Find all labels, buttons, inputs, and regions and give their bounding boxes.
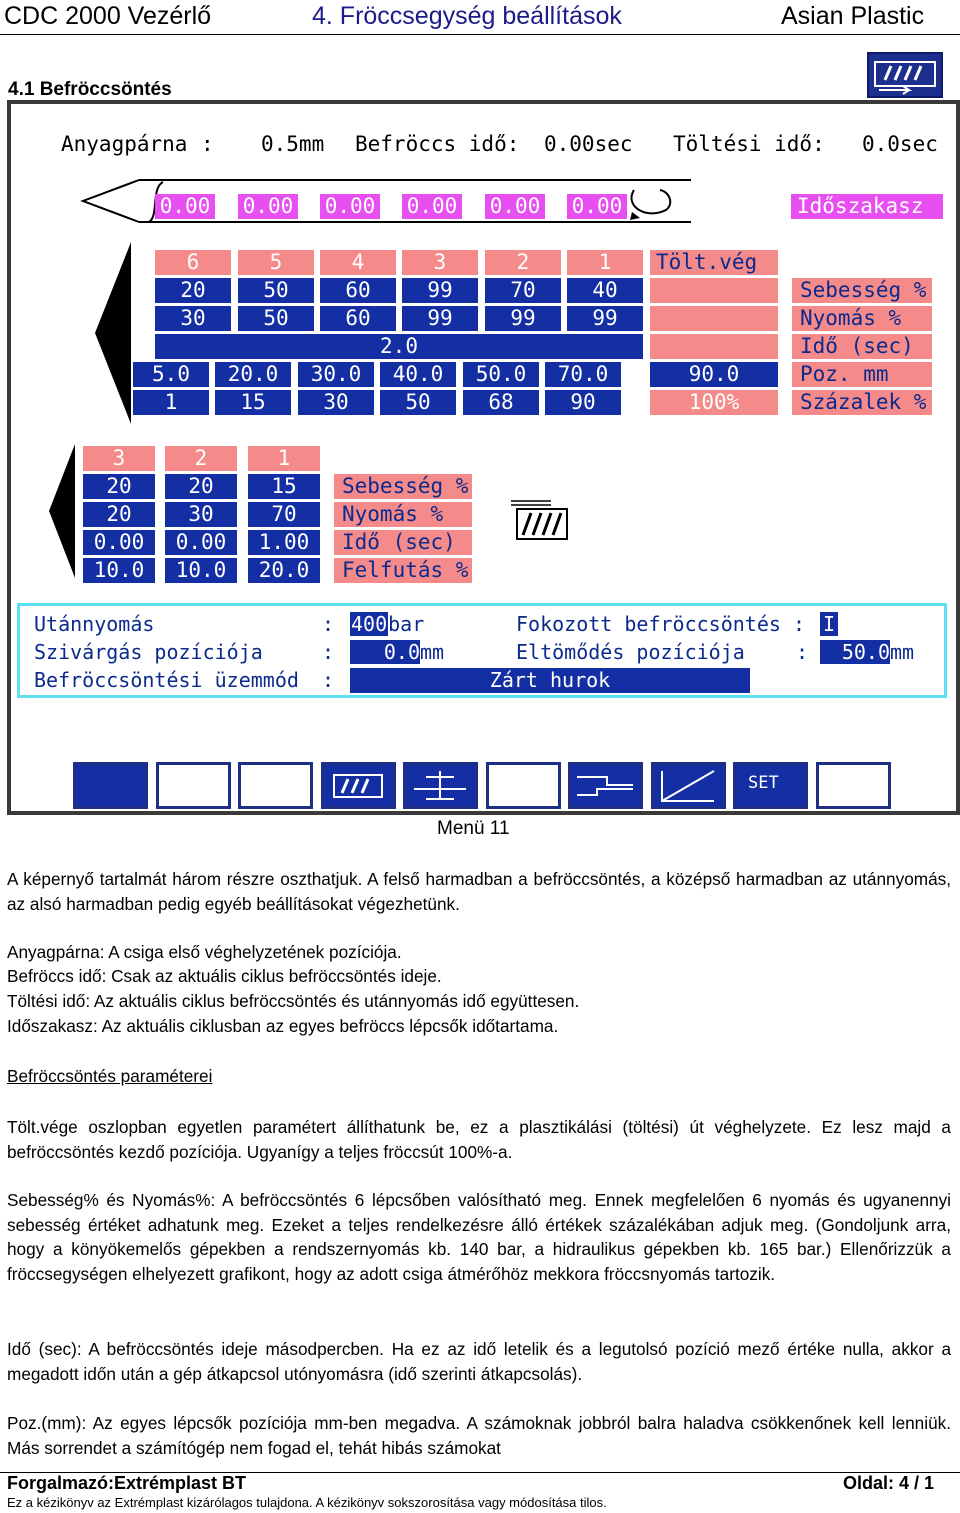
position-value[interactable]: 40.0 (380, 362, 456, 387)
pressure-value[interactable]: 99 (402, 306, 478, 331)
figure-caption: Menü 11 (437, 818, 510, 839)
injection-mode-select[interactable]: Zárt hurok (350, 668, 750, 693)
holding-time-value[interactable]: 1.00 (248, 530, 320, 555)
paragraph: Idő (sec): A befröccsöntés ideje másodpercben. Ha ez az idő letelik és a legutolsó pozíció mező értéke nulla, akkor a megadott időn után a gép átkapcsol utónyomásra (idő szerinti átkapcsolás). (7, 1339, 951, 1384)
period-label: Időszakasz (791, 194, 943, 219)
fill-end-position[interactable]: 90.0 (650, 362, 778, 387)
function-key-6[interactable] (486, 762, 561, 809)
injection-time-setting[interactable]: 2.0 (155, 334, 643, 359)
leak-position-value: 0.0 (350, 640, 420, 664)
holding-time-label: Idő (sec) (334, 530, 472, 555)
holding-time-value[interactable]: 0.00 (165, 530, 237, 555)
percent-value: 68 (463, 390, 539, 415)
speed-value[interactable]: 20 (155, 278, 231, 303)
holding-speed-value[interactable]: 15 (248, 474, 320, 499)
holding-ramp-label: Felfutás % (334, 558, 472, 583)
position-value[interactable]: 50.0 (463, 362, 539, 387)
position-label: Poz. mm (792, 362, 932, 387)
fill-end-empty (650, 278, 778, 303)
holding-time-value[interactable]: 0.00 (83, 530, 155, 555)
colon: : (322, 640, 335, 664)
holding-pressure-value[interactable]: 30 (165, 502, 237, 527)
stage-number: 5 (238, 250, 314, 275)
speed-value[interactable]: 99 (402, 278, 478, 303)
function-key-1[interactable] (73, 762, 148, 809)
injection-unit-icon (509, 497, 571, 547)
holding-speed-label: Sebesség % (334, 474, 472, 499)
header-left: CDC 2000 Vezérlő (4, 2, 212, 30)
boost-injection-label: Fokozott befröccsöntés : (516, 612, 805, 636)
injection-mode-label: Befröccsöntési üzemmód (34, 668, 299, 692)
period-value[interactable]: 0.00 (155, 194, 215, 219)
percent-value: 50 (380, 390, 456, 415)
clog-position-value: 50.0 (820, 640, 890, 664)
percent-value: 15 (215, 390, 291, 415)
definition-line: Anyagpárna: A csiga első véghelyzetének pozíciója. (7, 942, 402, 962)
clog-position-input[interactable] (820, 640, 914, 664)
colon: : (322, 612, 335, 636)
holding-pressure-unit: bar (388, 612, 425, 636)
speed-label: Sebesség % (792, 278, 932, 303)
pressure-value[interactable]: 50 (238, 306, 314, 331)
profile-key[interactable] (568, 762, 643, 809)
function-key-10[interactable] (816, 762, 891, 809)
topline-colon: : (201, 132, 214, 156)
fill-end-empty (650, 306, 778, 331)
stage-number: 2 (485, 250, 561, 275)
paragraph: A képernyő tartalmát három részre oszthatjuk. A felső harmadban a befröccsöntés, a középső harmadban az utánnyomás, az alsó harmadban pedig egyéb beállításokat végezhetünk. (7, 869, 951, 914)
holding-speed-value[interactable]: 20 (83, 474, 155, 499)
holding-ramp-value[interactable]: 20.0 (248, 558, 320, 583)
function-key-2[interactable] (156, 762, 231, 809)
holding-stage-number: 1 (248, 446, 320, 471)
period-value[interactable]: 0.00 (320, 194, 380, 219)
injection-time-value: 0.00sec (544, 132, 633, 156)
fill-time-value: 0.0sec (862, 132, 938, 156)
position-value[interactable]: 20.0 (215, 362, 291, 387)
fill-end-header: Tölt.vég (650, 250, 778, 275)
leak-position-input[interactable] (350, 640, 444, 664)
holding-pressure-setting-label: Utánnyomás (34, 612, 155, 636)
paragraph: Sebesség% és Nyomás%: A befröccsöntés 6 lépcsőben valósítható meg. Ennek megfelelően 6 nyomás és ugyanennyi sebesség értéket adhatunk meg. Ezeket a teljes rendelkezésre álló értékek százalékában adjuk meg. (Gondoljunk arra, hogy a könyökemelős gépekben a rendszernyomás kb. 140 bar, a hidraulikus gépekben kb. 165 bar.) Ellenőrizzük a fröccsegységen elhelyezett grafikont, hogy az adott csiga átmérőhöz mekkora fröccsnyomás tartozik. (7, 1190, 951, 1284)
function-key-3[interactable] (238, 762, 313, 809)
holding-stage-number: 3 (83, 446, 155, 471)
injection-unit-icon (867, 52, 943, 98)
percent-value: 90 (545, 390, 621, 415)
injection-unit-icon (324, 765, 393, 806)
graph-icon (654, 765, 723, 806)
cycle-arrow-icon (626, 182, 676, 224)
holding-ramp-value[interactable]: 10.0 (165, 558, 237, 583)
graph-key[interactable] (651, 762, 726, 809)
pressure-label: Nyomás % (792, 306, 932, 331)
period-value[interactable]: 0.00 (567, 194, 627, 219)
machine-screen (7, 100, 960, 815)
fill-end-percent: 100% (650, 390, 778, 415)
material-pad-value: 0.5mm (261, 132, 325, 156)
percent-value: 1 (133, 390, 209, 415)
pressure-value[interactable]: 99 (567, 306, 643, 331)
injection-unit-key[interactable] (321, 762, 396, 809)
holding-pressure-value: 400 (351, 612, 388, 636)
paragraph: Poz.(mm): Az egyes lépcsők pozíciója mm-ben megadva. A számoknak jobbról balra haladva csökkenőnek kell lenniük. Más sorrendet a számítógép nem fogad el, tehát hibás számokat (7, 1413, 951, 1458)
period-value[interactable]: 0.00 (485, 194, 545, 219)
leak-position-label: Szivárgás pozíciója (34, 640, 263, 664)
definition-line: Töltési idő: Az aktuális ciklus befröccsöntés és utánnyomás idő együttesen. (7, 991, 580, 1011)
percent-value: 30 (298, 390, 374, 415)
stage-number: 4 (320, 250, 396, 275)
stage-number: 6 (155, 250, 231, 275)
period-value[interactable]: 0.00 (402, 194, 462, 219)
time-label: Idő (sec) (792, 334, 932, 359)
leak-position-unit: mm (420, 640, 445, 664)
holding-pressure-label: Nyomás % (334, 502, 472, 527)
pressure-value[interactable]: 30 (155, 306, 231, 331)
stage-number: 3 (402, 250, 478, 275)
set-key[interactable] (733, 762, 808, 809)
clog-position-label: Eltömődés pozíciója (516, 640, 745, 664)
header-center: 4. Fröccsegység beállítások (312, 2, 622, 30)
holding-stage-number: 2 (165, 446, 237, 471)
position-value[interactable]: 30.0 (298, 362, 374, 387)
holding-pressure-value[interactable]: 20 (83, 502, 155, 527)
speed-value[interactable]: 50 (238, 278, 314, 303)
position-value[interactable]: 5.0 (133, 362, 209, 387)
set-key-label: SET (748, 773, 779, 793)
footer-copyright: Ez a kézikönyv az Extrémplast kizárólagos tulajdona. A kézikönyv sokszorosítása vagy módosítása tilos. (7, 1495, 607, 1510)
holding-ramp-value[interactable]: 10.0 (83, 558, 155, 583)
holding-pressure-value[interactable]: 70 (248, 502, 320, 527)
stage-number: 1 (567, 250, 643, 275)
page-header (0, 0, 960, 35)
profile-icon (571, 765, 640, 806)
header-right: Asian Plastic (781, 2, 925, 30)
fill-end-empty (650, 334, 778, 359)
period-value[interactable]: 0.00 (238, 194, 298, 219)
injection-time-label: Befröccs idő: (355, 132, 520, 156)
percent-label: Százalek % (792, 390, 932, 415)
settings-panel (17, 603, 947, 698)
pressure-value[interactable]: 99 (485, 306, 561, 331)
definition-line: Befröccs idő: Csak az aktuális ciklus befröccsöntés ideje. (7, 966, 442, 986)
footer-distributor: Forgalmazó:Extrémplast BT (7, 1473, 247, 1493)
footer-page-number: Oldal: 4 / 1 (843, 1473, 935, 1493)
injection-direction-arrow-icon (95, 242, 135, 424)
fill-time-label: Töltési idő: (673, 132, 825, 156)
colon: : (322, 668, 335, 692)
holding-pressure-input[interactable] (350, 612, 424, 636)
material-pad-label: Anyagpárna (61, 132, 188, 156)
speed-value[interactable]: 70 (485, 278, 561, 303)
nozzle-key[interactable] (403, 762, 478, 809)
colon: : (796, 640, 809, 664)
subheading: Befröccsöntés paraméterei (7, 1066, 213, 1086)
speed-value[interactable]: 60 (320, 278, 396, 303)
nozzle-icon (406, 765, 475, 806)
section-title: 4.1 Befröccsöntés (8, 79, 172, 100)
clog-position-unit: mm (890, 640, 915, 664)
paragraph: Tölt.vége oszlopban egyetlen paramétert állíthatunk be, ez a plasztikálási (töltési) út véghelyzete. Ez lesz majd a befröccsöntés kezdő pozíciója. Ugyanígy a teljes fröccsút 100%-a. (7, 1117, 951, 1162)
pressure-value[interactable]: 60 (320, 306, 396, 331)
holding-direction-arrow-icon (49, 444, 77, 578)
boost-injection-value[interactable]: I (820, 612, 838, 636)
speed-value[interactable]: 40 (567, 278, 643, 303)
holding-speed-value[interactable]: 20 (165, 474, 237, 499)
position-value[interactable]: 70.0 (545, 362, 621, 387)
definition-line: Időszakasz: Az aktuális ciklusban az egyes befröccs lépcsők időtartama. (7, 1016, 559, 1036)
